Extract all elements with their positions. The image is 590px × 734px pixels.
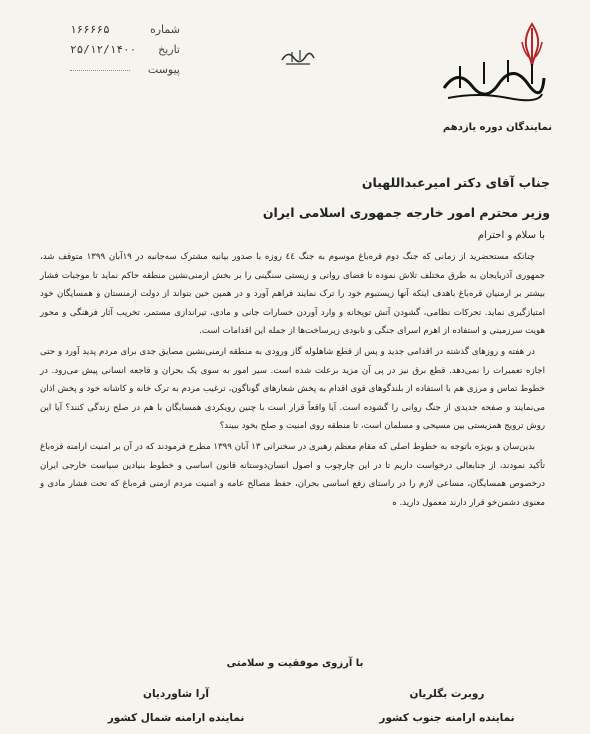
date-row: [70, 40, 180, 60]
recipient-name: جناب آقای دکتر امیرعبداللهیان: [361, 175, 550, 190]
body-paragraph-2: در هفته و روزهای گذشته در اقدامی جدید و پس از قطع شاهلوله گاز ورودی به منطقه ارمنی‌نشین مصایق جدی برای مردم پدید آورد و حتی اجازه تعمیرات را نمی‌دهد. قطع برق نیز در پی آن مزید برعلت شده است. سیر امور به سوی یک بحران و فاجعه انسانی پیش می‌رود. در خطوط تماس و مرزی هم با استفاده از بلندگوهای قوی اقدام به پخش شعارهای گوناگون، ترغیب مردم به ترک خانه و کاشانه خود و پخش اذان می‌نمایند و صفحه جدیدی از جنگ روانی را گشوده است. آیا واقعاً قرار است با چنین رویکردی همسایگان با هم در صلح زندگی کنند؟ آیا این روش ترویج همزیستی بین مسیحی و مسلمان است، تا منطقه روی امنیت و صلح بخود ببیند؟: [40, 346, 545, 432]
parliament-logo: [432, 22, 552, 152]
attachment-row: [70, 60, 180, 80]
letter-meta: [70, 20, 180, 80]
date-label: تاریخ: [158, 43, 180, 56]
attachment-label: پیوست: [147, 63, 180, 76]
number-value: ۱۶۶۶۶۵: [70, 23, 110, 36]
date-value: ۲۵/۱۲/۱۴۰۰: [70, 43, 137, 56]
body-paragraph-3: بدین‌سان و بویژه باتوجه به خطوط اصلی که مقام معظم رهبری در سخنرانی ۱۳ آبان ۱۳۹۹ مطرح فرمودند که در آن بر امنیت ارامنه قره‌باغ تأکید نمودند، از جنابعالی درخواست داریم تا در این چارچوب و اصول انسان‌دوستانه قانون اساسی و خطوط بنیادین سیاست خارجی ایران درخصوص همسایگان، مساعی لازم را در راستای رفع اساسی بحران، حفظ مصالح عامه و امنیت مردم ارمنی قره‌باغ که تحت فشار مادی و معنوی دشمن‌خو قرار دارند معمول دارید. ه: [40, 441, 545, 508]
signer-name: آرا شاوردیان: [143, 688, 209, 700]
bismillah-calligraphy: [278, 44, 318, 68]
recipient-block: [263, 168, 550, 228]
body-paragraph-1: چنانکه مستحضرید از زمانی که جنگ دوم قره‌باغ موسوم به جنگ ٤٤ روزه با صدور بیانیه مشترک سه‌جانبه در ۱۹آبان ۱۳۹۹ متوقف شد، جمهوری آذربایجان به طرق مختلف تلاش نموده تا فضای روانی و زیستی سنگینی را بر بخش ارمنی‌نشین منطقه حاکم نماید تا موجبات فشار بیشتر بر ارمنیان قره‌باغ باهدف اینکه آنها زیستبوم خود را ترک نمایند فراهم آورد و در همین حین بتواند از دولت ارمنستان و همسایگان خود امتیازگیری نماید. تحرکات نظامی، گشودن آتش توپخانه و وارد آوردن خسارات جانی و مادی، تیراندازی مستمر، تخریب آثار فرهنگی و محور هویت سرزمینی و استفاده از اهرم اسرای جنگی و نابودی زیرساخت‌ها از جمله این اقدامات است.: [40, 252, 545, 337]
majlis-logo-script: [438, 48, 548, 108]
attachment-line: [70, 60, 130, 71]
signature-beglarian: [362, 682, 532, 730]
signer-title: نماینده ارامنه شمال کشور: [107, 712, 245, 724]
letter-body: [40, 248, 545, 514]
number-label: شماره: [149, 23, 180, 36]
signer-title: نماینده ارامنه جنوب کشور: [379, 712, 515, 724]
number-row: [70, 20, 180, 40]
signer-name: روبرت بگلریان: [409, 688, 485, 700]
recipient-title: وزیر محترم امور خارجه جمهوری اسلامی ایران: [262, 205, 550, 220]
signature-shavardian: [96, 682, 256, 730]
salutation: با سلام و احترام: [477, 230, 545, 241]
closing-line: با آرزوی موفقیت و سلامتی: [226, 658, 364, 669]
tagline: نمایندگان دوره یازدهم: [442, 122, 552, 133]
